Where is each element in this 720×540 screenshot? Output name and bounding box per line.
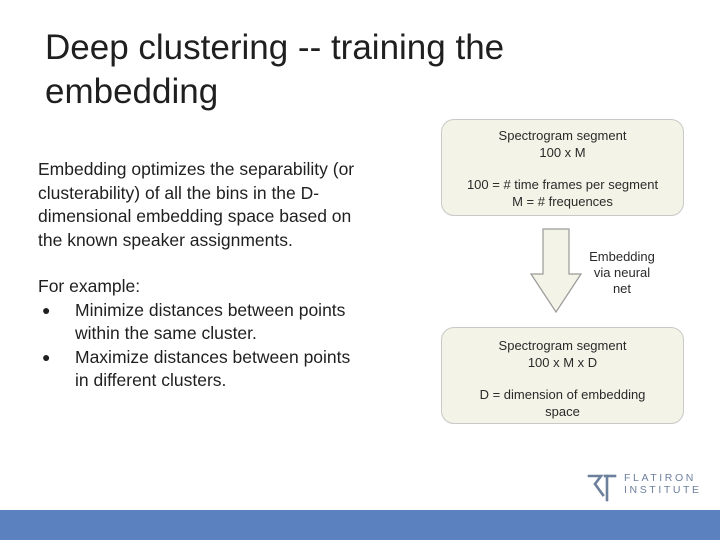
arrow-label	[582, 249, 662, 297]
box-line: Spectrogram segment	[498, 128, 627, 143]
down-arrow-icon	[530, 228, 582, 314]
footer-bar	[0, 510, 720, 540]
arrow-label-line: Embedding	[589, 249, 655, 264]
spectrogram-box	[441, 119, 684, 216]
box-line: D = dimension of embedding	[479, 387, 646, 402]
slide-title-line1: Deep clustering -- training the	[45, 28, 505, 67]
box-line: 100 x M	[539, 145, 586, 160]
logo-line: INSTITUTE	[624, 484, 702, 496]
box-line: 100 x M x D	[527, 355, 598, 370]
body-text	[38, 158, 368, 393]
embedding-box	[441, 327, 684, 424]
arrow-label-line: net	[612, 281, 632, 296]
arrow-label-line: via neural	[593, 265, 651, 280]
body-paragraph: Embedding optimizes the separability (or clusterability) of all the bins in the D-dimensional embedding space based on the known speaker assignments.	[38, 159, 355, 250]
bullet-text: Minimize distances between points within the same cluster.	[75, 299, 346, 343]
example-intro: For example:	[38, 276, 141, 296]
bullet-icon: ●	[42, 301, 51, 318]
bullet-item	[38, 299, 368, 346]
box-line: M = # frequences	[512, 194, 613, 209]
bullet-item	[38, 346, 368, 393]
slide-title	[45, 26, 605, 114]
logo-text	[624, 472, 704, 496]
logo-line: FLATIRON	[624, 472, 696, 484]
slide-title-line2: embedding	[45, 72, 219, 111]
bullet-text: Maximize distances between points in different clusters.	[75, 346, 351, 390]
bullet-icon: ●	[42, 348, 51, 365]
box-line: space	[545, 404, 580, 419]
box-line: 100 = # time frames per segment	[466, 177, 659, 192]
flatiron-logo-icon	[586, 471, 618, 503]
bullet-list	[38, 299, 368, 393]
box-line: Spectrogram segment	[498, 338, 627, 353]
